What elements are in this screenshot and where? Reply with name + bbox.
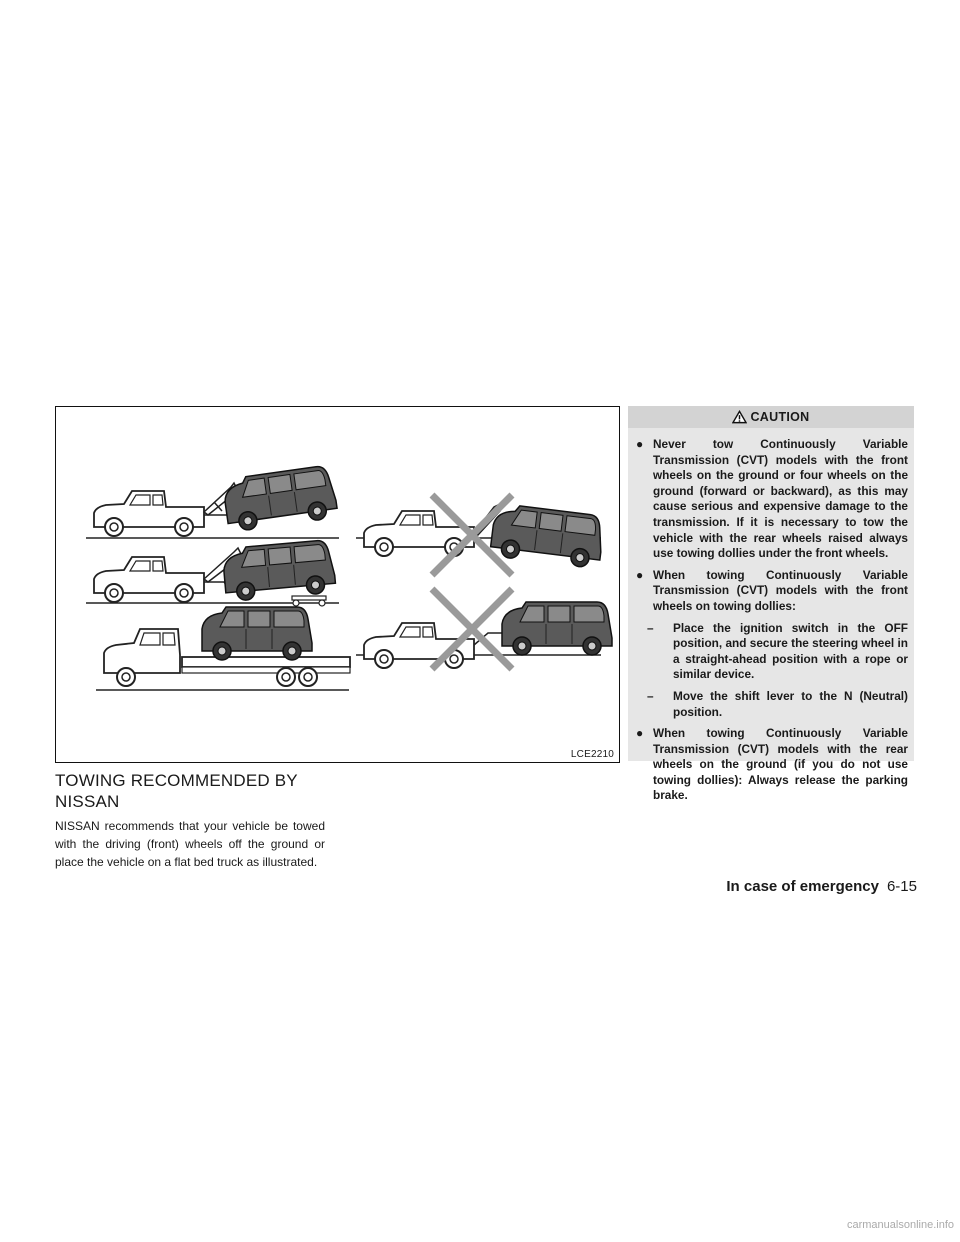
panel-prohibited-2 <box>356 589 612 669</box>
dash-icon: – <box>647 688 654 703</box>
caution-subitem-text: Place the ignition switch in the OFF position, and secure the steering wheel in a straight-ahead position with a rope or similar device. <box>673 620 908 682</box>
bullet-icon: ● <box>636 437 644 451</box>
caution-item <box>634 568 908 720</box>
caution-item-text: Never tow Continuously Variable Transmission (CVT) models with the front wheels on the ground or four wheels on the ground (forward or backward), as this may cause serious and expensive damage to the transmission. If it is necessary to tow the vehicle with the rear wheels raised always use towing dollies under the front wheels. <box>653 437 908 561</box>
caution-header <box>628 406 914 428</box>
caution-list <box>628 428 914 804</box>
caution-sublist <box>647 620 908 721</box>
section-body-text: NISSAN recommends that your vehicle be towed with the driving (front) wheels off the ground or place the vehicle on a flat bed truck as illustrated. <box>55 819 325 869</box>
caution-subitem <box>647 621 908 683</box>
caution-box <box>628 406 914 803</box>
page-footer <box>726 878 917 895</box>
watermark-link[interactable]: carmanualsonline.info <box>846 1219 954 1231</box>
caution-item-text: When towing Continuously Variable Transmission (CVT) models with the rear wheels on the ground (if you do not use towing dollies): Always release the parking brake. <box>653 726 908 803</box>
caution-subitem-text: Move the shift lever to the N (Neutral) position. <box>673 688 908 719</box>
panel-dollies <box>86 539 339 606</box>
panel-flatbed <box>96 607 350 690</box>
bullet-icon: ● <box>636 567 644 582</box>
caution-title: CAUTION <box>750 410 810 424</box>
caution-item <box>634 726 908 804</box>
panel-front-lifted <box>86 465 339 538</box>
warning-triangle-icon <box>732 410 747 424</box>
towing-methods-diagram <box>56 407 619 762</box>
panel-prohibited-1 <box>356 495 605 575</box>
towing-illustration <box>55 406 620 763</box>
footer-section-title: In case of emergency <box>726 878 879 895</box>
bullet-icon: ● <box>636 726 644 741</box>
caution-item-text: When towing Continuously Variable Transmission (CVT) models with the front wheels on towing dollies: <box>653 567 908 613</box>
figure-code: LCE2210 <box>570 749 614 760</box>
dash-icon: – <box>647 620 654 635</box>
page-number: 6-15 <box>886 878 917 895</box>
caution-item <box>634 437 908 562</box>
caution-subitem <box>647 689 908 720</box>
section-heading: TOWING RECOMMENDED BY NISSAN <box>55 771 298 811</box>
